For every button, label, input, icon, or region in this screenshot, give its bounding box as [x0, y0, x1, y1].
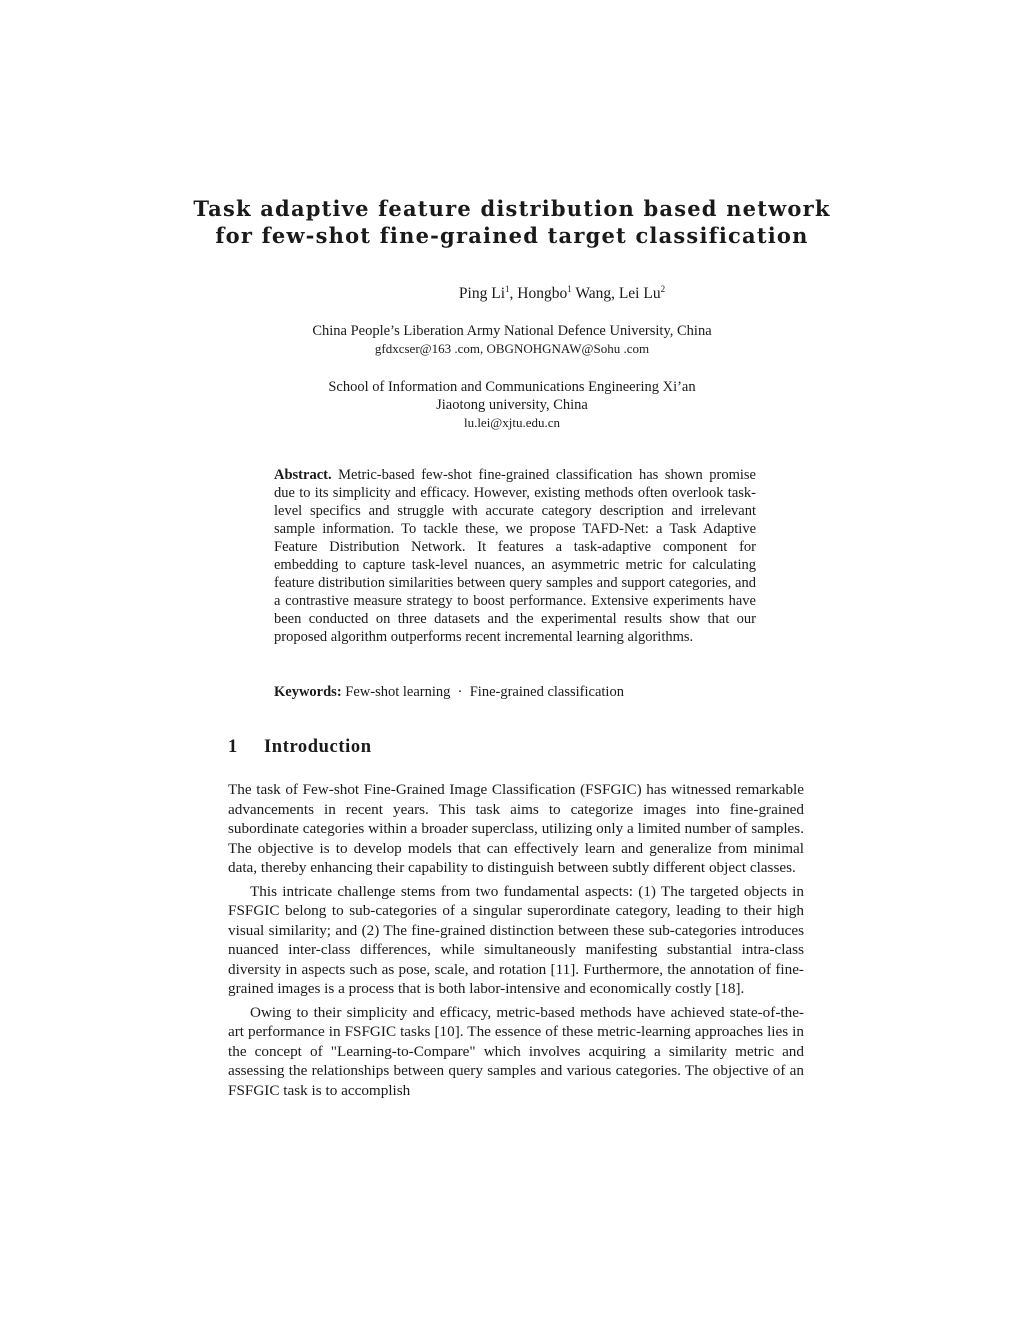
- section-heading: [228, 737, 372, 758]
- author-1-name: Ping Li: [458, 285, 505, 303]
- keywords-label: Keywords:: [274, 684, 342, 700]
- abstract-label: Abstract.: [274, 467, 332, 483]
- title-line-1: Task adaptive feature distribution based network: [193, 196, 831, 221]
- author-3-affil-mark: 2: [660, 284, 666, 294]
- affiliation-2: [240, 378, 784, 432]
- affiliation-1-name: China People’s Liberation Army National Defence University, China: [312, 323, 712, 339]
- author-1-affil-mark: 1: [505, 284, 510, 294]
- affiliation-2-email: lu.lei@xjtu.edu.cn: [463, 415, 561, 430]
- title-line-2: for few-shot fine-grained target classification: [215, 223, 809, 248]
- abstract-text: Metric-based few-shot fine-grained classification has shown promise due to its simplicity and efficacy. However, existing methods often overlook task-level specifics and struggle with accurate category description and irrelevant sample information. To tackle these, we propose TAFD-Net: a Task Adaptive Feature Distribution Network. It features a task-adaptive component for embedding to capture task-level nuances, an asymmetric metric for calculating feature distribution similarities between query samples and support categories, and a contrastive measure strategy to boost performance. Extensive experiments have been conducted on three datasets and the experimental results show that our proposed algorithm outperforms recent incremental learning algorithms.: [274, 467, 756, 645]
- paragraph: The task of Few-shot Fine-Grained Image Classification (FSFGIC) has witnessed remarkable advancements in recent years. This task aims to categorize images into fine-grained subordinate categories within a broader superclass, utilizing only a limited number of samples. The objective is to develop models that can effectively learn and generalize from minimal data, thereby enhancing their capability to distinguish between subtly different object classes.: [228, 781, 804, 876]
- section-title: Introduction: [264, 737, 372, 757]
- affiliation-1: [240, 322, 784, 358]
- author-list: Ping Li$^1$, Hongbo$^1$ Wang, Lei Lu$^2$: [458, 284, 666, 303]
- paragraph: Owing to their simplicity and efficacy, metric-based methods have achieved state-of-the-art performance in FSFGIC tasks [10]. The essence of these metric-learning approaches lies in the concept of "Learning-to-Compare" which involves acquiring a similarity metric and assessing the relationships between query samples and various categories. The objective of an FSFGIC task is to accomplish: [228, 1003, 804, 1099]
- paper-title: [140, 195, 884, 249]
- body-text: [228, 780, 804, 1104]
- keywords-text: Few-shot learning · Fine-grained classification: [345, 684, 624, 700]
- paragraph: This intricate challenge stems from two fundamental aspects: (1) The targeted objects in FSFGIC belong to sub-categories of a singular superordinate category, leading to their high visual similarity; and (2) The fine-grained distinction between these sub-categories introduces nuanced inter-class differences, while simultaneously manifesting substantial intra-class diversity in aspects such as pose, scale, and rotation [11]. Furthermore, the annotation of fine-grained images is a process that is both labor-intensive and economically costly [18].: [228, 882, 804, 997]
- abstract: [274, 466, 756, 646]
- author-2-name: Hongbo: [517, 285, 568, 303]
- keywords: [274, 684, 756, 701]
- section-number: 1: [228, 737, 238, 757]
- author-2-3-names: Wang, Lei Lu: [575, 285, 661, 303]
- affiliation-2-line-1: School of Information and Communications Engineering Xi’an: [328, 379, 696, 395]
- author-2-affil-mark: 1: [567, 284, 572, 294]
- affiliation-1-email: gfdxcser@163 .com, OBGNOHGNAW@Sohu .com: [374, 341, 650, 356]
- affiliation-2-line-2: Jiaotong university, China: [436, 397, 588, 413]
